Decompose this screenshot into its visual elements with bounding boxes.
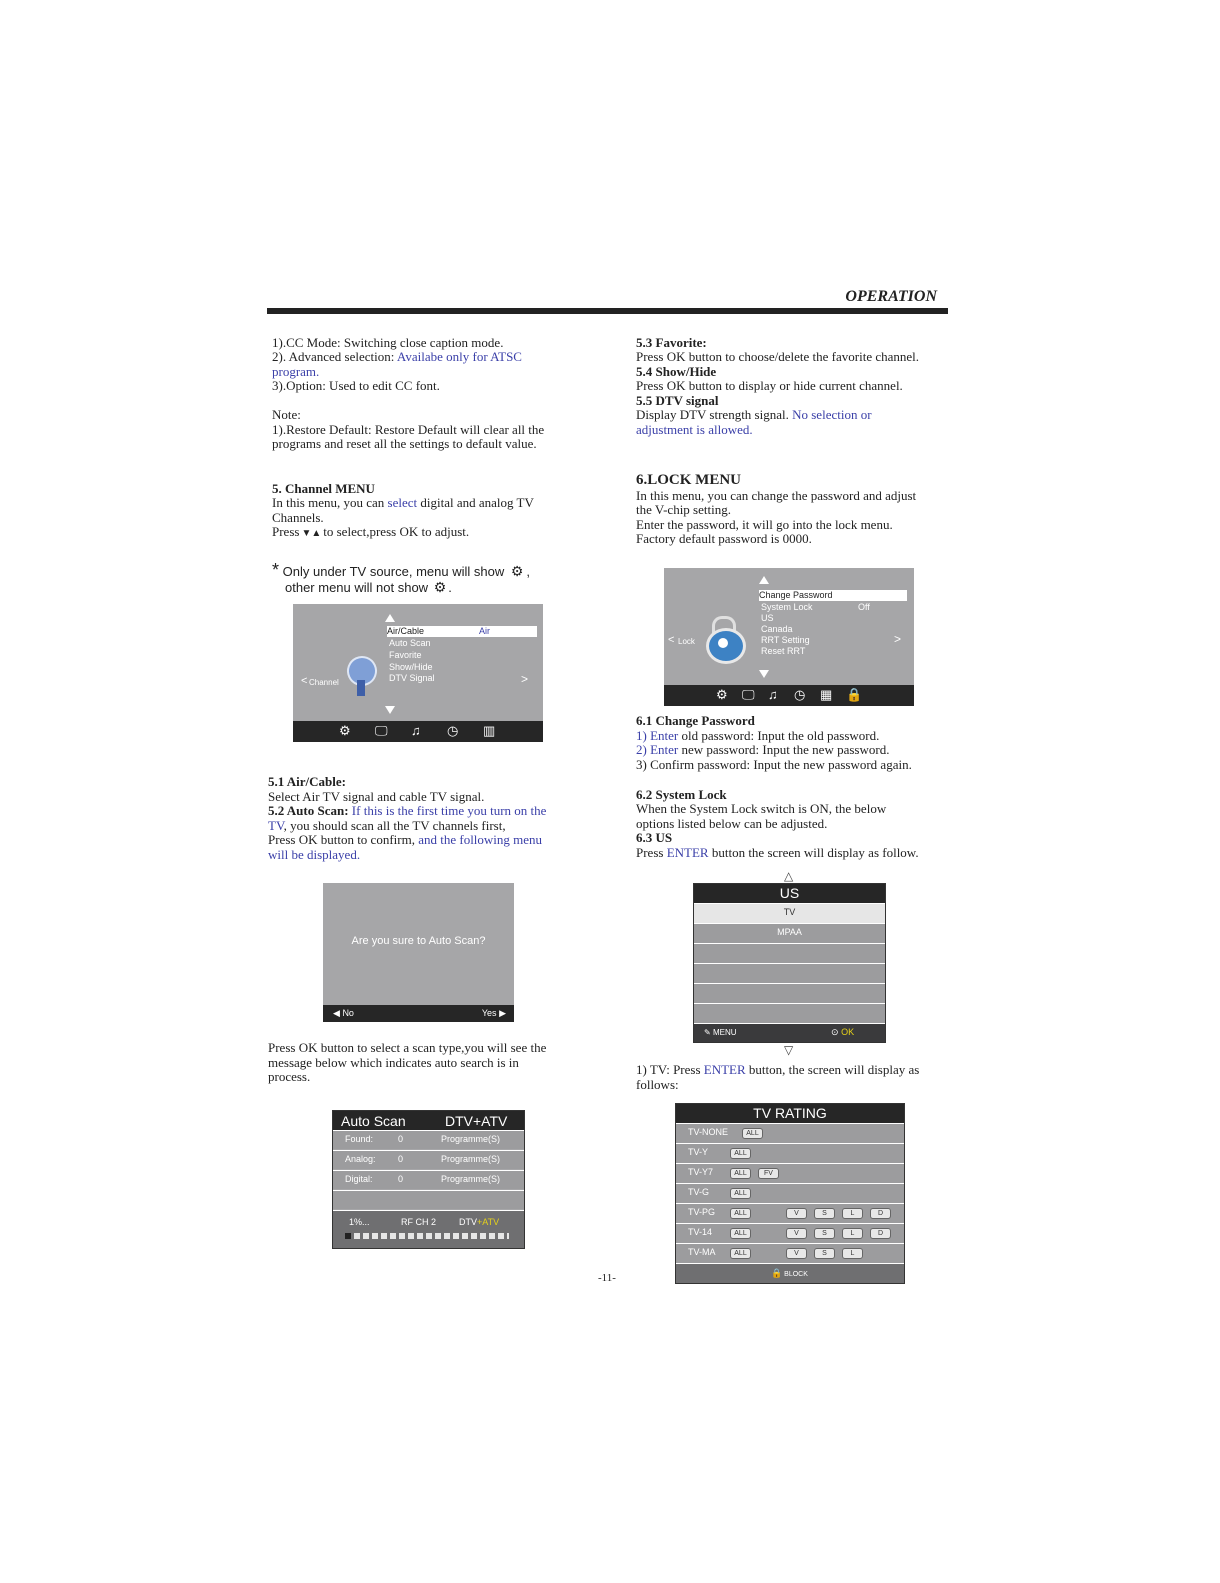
tv-rating-title: TV RATING (753, 1105, 827, 1121)
menu-item-reset-rrt[interactable]: Reset RRT (761, 646, 806, 656)
rating-toggle-l[interactable]: L (842, 1248, 863, 1259)
text: Press OK button to confirm, (268, 832, 419, 847)
up-arrow-icon: ▲ (311, 528, 322, 539)
text: TV (783, 907, 796, 917)
note-line-2: programs and reset all the settings to default value. (272, 436, 537, 451)
us-titlebar (694, 884, 885, 903)
rating-toggle-l[interactable]: L (842, 1208, 863, 1219)
change-password-heading: 6.1 Change Password (636, 713, 755, 728)
us-empty-row (694, 963, 885, 983)
rating-toggle-fv[interactable]: FV (758, 1168, 779, 1179)
tv-rating-intro-2: follows: (636, 1077, 679, 1092)
left-triangle-icon: ◀ (333, 1008, 340, 1018)
scroll-up-icon[interactable] (759, 576, 769, 584)
text: 0 (398, 1154, 404, 1164)
menu-icon-bar (664, 685, 914, 706)
menu-item-system-lock[interactable] (761, 602, 870, 613)
music-note-icon[interactable]: ♫ (768, 687, 778, 702)
gear-icon: ⚙ (433, 579, 447, 595)
text: 1) Enter (636, 728, 679, 743)
right-arrow-icon[interactable]: > (894, 632, 902, 646)
us-heading: 6.3 US (636, 830, 673, 845)
text: Digital: (345, 1174, 373, 1184)
dtv-signal-text-2: adjustment is allowed. (636, 422, 753, 437)
text: Air (479, 626, 490, 636)
rating-row (676, 1223, 904, 1243)
padlock-icon (704, 616, 742, 660)
rating-toggle-all[interactable]: ALL (730, 1148, 751, 1159)
no-button[interactable] (333, 1008, 354, 1019)
rating-toggle-all[interactable]: ALL (730, 1188, 751, 1199)
scroll-up-icon[interactable] (385, 614, 395, 622)
rating-row (676, 1123, 904, 1143)
menu-hint[interactable] (704, 1027, 737, 1038)
us-text (636, 846, 919, 861)
text: 0 (398, 1174, 404, 1184)
rating-toggle-v[interactable]: V (786, 1208, 807, 1219)
menu-icon-bar (293, 721, 543, 742)
auto-scan-progress-screen (332, 1110, 525, 1249)
us-empty-row (694, 943, 885, 963)
advanced-selection-text (272, 350, 522, 365)
rating-row (676, 1183, 904, 1203)
text: MENU (712, 1028, 737, 1037)
menu-item-change-password[interactable]: Change Password (759, 590, 907, 601)
tv-rating-screen (675, 1103, 905, 1284)
rating-toggle-s[interactable]: S (814, 1228, 835, 1239)
system-lock-text-1: When the System Lock switch is ON, the below (636, 801, 887, 816)
channel-menu-screen (293, 604, 543, 742)
rating-toggle-s[interactable]: S (814, 1248, 835, 1259)
progress-fill (345, 1233, 351, 1239)
progress-area (333, 1210, 524, 1248)
auto-scan-text-4: will be displayed. (268, 847, 361, 862)
grid-icon[interactable]: ▦ (820, 687, 833, 702)
rating-toggle-l[interactable]: L (842, 1228, 863, 1239)
change-password-step-3: 3) Confirm password: Input the new password again. (636, 757, 912, 772)
auto-scan-title: Auto Scan (341, 1113, 406, 1129)
text: Only under TV source, menu will show (282, 564, 505, 579)
monitor-icon[interactable]: 🖵 (375, 723, 388, 738)
empty-row (333, 1190, 524, 1209)
text: 2) Enter (636, 742, 679, 757)
left-arrow-icon[interactable]: < (668, 634, 675, 646)
rating-label: TV-PG (688, 1207, 716, 1217)
text: Found: (345, 1134, 374, 1144)
menu-item-show-hide[interactable]: Show/Hide (389, 662, 433, 672)
scan-source (459, 1217, 499, 1228)
text: Programme(S) (441, 1134, 501, 1144)
dialog-question: Are you sure to Auto Scan? (351, 935, 486, 947)
text: Air/Cable (387, 626, 425, 636)
text: other menu will not show (285, 580, 429, 595)
air-cable-text: Select Air TV signal and cable TV signal. (268, 789, 485, 804)
scroll-up-outline-icon[interactable]: △ (784, 869, 794, 883)
ok-circle-icon: ⊙ (831, 1027, 839, 1037)
rating-toggle-all[interactable]: ALL (730, 1208, 751, 1219)
rating-label: TV-MA (688, 1247, 716, 1257)
change-password-step-2 (636, 743, 889, 758)
text: to select,press OK to adjust. (323, 524, 470, 539)
text: , you should scan all the TV channels first, (283, 818, 506, 833)
text: select (387, 495, 418, 510)
rating-toggle-all[interactable]: ALL (730, 1168, 751, 1179)
text: ENTER (666, 845, 709, 860)
rating-row (676, 1243, 904, 1263)
text: Off (858, 602, 870, 612)
section-header: OPERATION (845, 288, 937, 305)
text: In this menu, you can (272, 495, 388, 510)
gear-icon: ⚙ (510, 563, 524, 579)
clock-icon[interactable]: ◷ (447, 723, 459, 738)
cc-mode-text: 1).CC Mode: Switching close caption mode. (272, 335, 504, 350)
rating-toggle-v[interactable]: V (786, 1228, 807, 1239)
text: Analog: (345, 1154, 376, 1164)
us-item-mpaa[interactable] (694, 923, 885, 943)
channel-menu-text-1 (272, 496, 534, 511)
favorite-text: Press OK button to choose/delete the favorite channel. (636, 349, 920, 364)
rating-label: TV-NONE (688, 1127, 729, 1137)
rf-channel: RF CH 2 (401, 1217, 437, 1227)
auto-scan-confirm-dialog (323, 883, 514, 1022)
auto-scan-text-1 (268, 804, 546, 819)
scan-mode: DTV+ATV (445, 1113, 508, 1129)
air-cable-heading: 5.1 Air/Cable: (268, 774, 346, 789)
scroll-down-icon[interactable] (759, 670, 769, 678)
rating-row (676, 1203, 904, 1223)
menu-side-label: Channel (309, 678, 339, 687)
text: . (448, 580, 452, 595)
header-rule (267, 308, 948, 314)
progress-percent: 1%... (349, 1217, 370, 1227)
text: and the following menu (418, 832, 543, 847)
text: DTV (459, 1217, 477, 1227)
us-empty-row (694, 983, 885, 1003)
text: button, the screen will display as (745, 1062, 920, 1077)
show-hide-text: Press OK button to display or hide current channel. (636, 378, 903, 393)
rating-toggle-all[interactable]: ALL (730, 1228, 751, 1239)
text: , (526, 564, 531, 579)
lock-menu-text-2: the V-chip setting. (636, 502, 731, 517)
menu-item-us[interactable]: US (761, 613, 774, 623)
tv-rating-titlebar (676, 1104, 904, 1123)
text: Programme(S) (441, 1154, 501, 1164)
rating-label: TV-14 (688, 1227, 713, 1237)
text: ENTER (703, 1062, 746, 1077)
left-arrow-icon[interactable]: < (301, 675, 308, 687)
down-arrow-icon: ▼ (301, 528, 312, 539)
monitor-icon[interactable]: 🖵 (742, 687, 755, 702)
menu-item-favorite[interactable]: Favorite (389, 650, 422, 660)
text: button the screen will display as follow. (708, 845, 919, 860)
page-number: -11- (598, 1272, 616, 1284)
dtv-signal-text (636, 408, 872, 423)
satellite-dish-icon (343, 654, 377, 698)
menu-item-auto-scan[interactable]: Auto Scan (389, 638, 431, 648)
analog-row (333, 1150, 524, 1169)
rating-toggle-d[interactable]: D (870, 1228, 891, 1239)
us-footer (694, 1023, 885, 1042)
dialog-button-bar (323, 1005, 514, 1022)
channel-menu-text-2: Channels. (272, 510, 324, 525)
text: 2). Advanced selection: (272, 349, 397, 364)
yes-button[interactable] (482, 1008, 506, 1019)
dtv-signal-heading: 5.5 DTV signal (636, 393, 719, 408)
auto-scan-titlebar (333, 1111, 524, 1130)
rating-toggle-all[interactable]: ALL (730, 1248, 751, 1259)
favorite-heading: 5.3 Favorite: (636, 335, 707, 350)
us-title: US (779, 885, 800, 901)
rating-label: TV-Y (688, 1147, 709, 1157)
grid-icon[interactable]: ▥ (483, 723, 496, 738)
rating-row (676, 1163, 904, 1183)
text: MPAA (777, 927, 802, 937)
digital-row (333, 1170, 524, 1189)
system-lock-text-2: options listed below can be adjusted. (636, 816, 828, 831)
text: Programme(S) (441, 1174, 501, 1184)
block-hint[interactable] (771, 1268, 808, 1280)
text: Availabe only for ATSC (396, 349, 522, 364)
advanced-selection-cont: program. (272, 364, 320, 379)
scroll-down-icon[interactable] (385, 706, 395, 714)
lock-menu-text-1: In this menu, you can change the password and adjust (636, 488, 917, 503)
text: 1) TV: Press (636, 1062, 704, 1077)
text: Display DTV strength signal. (636, 407, 793, 422)
lock-icon[interactable]: 🔒 (846, 687, 863, 702)
rating-toggle-v[interactable]: V (786, 1248, 807, 1259)
text: 5.2 Auto Scan: (268, 803, 349, 818)
lock-menu-heading: 6.LOCK MENU (636, 472, 741, 488)
rating-row (676, 1143, 904, 1163)
text: TV (268, 818, 284, 833)
music-note-icon[interactable]: ♫ (411, 723, 421, 738)
text: Yes (481, 1008, 497, 1018)
rating-toggle-all[interactable]: ALL (742, 1128, 763, 1139)
show-hide-heading: 5.4 Show/Hide (636, 364, 717, 379)
menu-side-label: Lock (678, 637, 695, 646)
rating-label: TV-Y7 (688, 1167, 714, 1177)
found-row (333, 1130, 524, 1149)
scan-type-text-2: message below which indicates auto search is in (268, 1055, 519, 1070)
scroll-down-outline-icon[interactable]: ▽ (784, 1043, 794, 1057)
rating-label: TV-G (688, 1187, 710, 1197)
tv-source-note (272, 560, 531, 580)
rating-toggle-d[interactable]: D (870, 1208, 891, 1219)
menu-item-dtv-signal[interactable]: DTV Signal (389, 673, 435, 683)
text: No (342, 1008, 354, 1018)
right-arrow-icon[interactable]: > (521, 672, 529, 686)
us-item-tv[interactable] (694, 903, 885, 923)
rating-toggle-s[interactable]: S (814, 1208, 835, 1219)
channel-menu-text-3 (272, 525, 469, 542)
text: new password: Input the new password. (678, 742, 890, 757)
text: OK (841, 1027, 855, 1037)
ok-hint[interactable] (831, 1027, 854, 1038)
tv-rating-intro-1 (636, 1063, 919, 1078)
tv-rating-footer (676, 1263, 904, 1283)
clock-icon[interactable]: ◷ (794, 687, 806, 702)
menu-item-air-cable[interactable] (387, 626, 537, 637)
system-lock-heading: 6.2 System Lock (636, 787, 727, 802)
menu-item-canada[interactable]: Canada (761, 624, 793, 634)
lock-icon: 🔒 (771, 1268, 783, 1278)
hand-icon: ✎ (704, 1028, 711, 1037)
us-empty-row (694, 1003, 885, 1023)
scan-type-text-1: Press OK button to select a scan type,you will see the (268, 1040, 547, 1055)
progress-bar (345, 1233, 509, 1239)
note-line-1: 1).Restore Default: Restore Default will clear all the (272, 422, 545, 437)
text: If this is the first time you turn on the (348, 803, 547, 818)
text: System Lock (761, 602, 813, 612)
text: Press (272, 524, 300, 539)
us-menu-screen (693, 883, 886, 1043)
right-triangle-icon: ▶ (499, 1008, 506, 1018)
text: Press (636, 845, 667, 860)
text: digital and analog TV (417, 495, 534, 510)
text: +ATV (477, 1217, 500, 1227)
gear-icon[interactable]: ⚙ (339, 723, 351, 738)
option-text: 3).Option: Used to edit CC font. (272, 378, 440, 393)
auto-scan-text-3 (268, 833, 542, 848)
text: BLOCK (784, 1271, 808, 1278)
lock-menu-text-4: Factory default password is 0000. (636, 531, 812, 546)
lock-menu-screen (664, 568, 914, 706)
scan-type-text-3: process. (268, 1069, 311, 1084)
tv-source-note-2 (285, 580, 452, 595)
text: 0 (398, 1134, 404, 1144)
menu-item-rrt-setting[interactable]: RRT Setting (761, 635, 810, 645)
channel-menu-heading: 5. Channel MENU (272, 481, 375, 496)
text: old password: Input the old password. (678, 728, 880, 743)
note-label: Note: (272, 407, 301, 422)
lock-menu-text-3: Enter the password, it will go into the lock menu. (636, 517, 893, 532)
gear-icon[interactable]: ⚙ (716, 687, 728, 702)
text: No selection or (792, 407, 872, 422)
asterisk: * (272, 560, 280, 580)
